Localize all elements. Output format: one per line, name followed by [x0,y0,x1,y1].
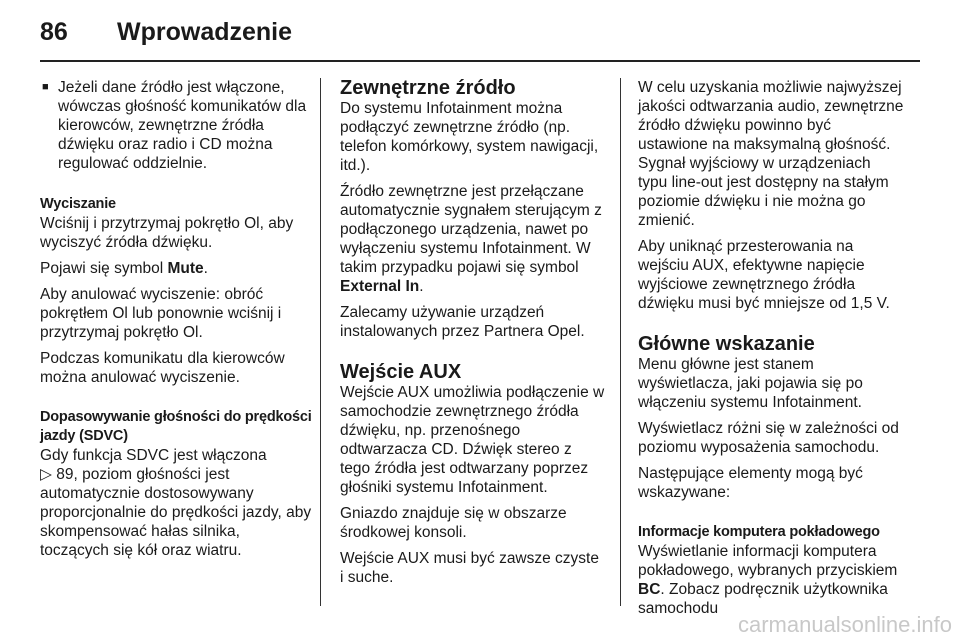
page-reference-link: ▷ 89, poziom głośności jest automatycznie dostosowywany proporcjonalnie do prędkości jazdy, aby skompensować hałas silnika, toczących się kół oraz wiatru. [40,466,312,559]
mute-symbol: Mute [167,260,204,277]
column-1 [40,78,312,567]
board-computer-paragraph: Wyświetlanie informacji komputera pokładowego, wybranych przyciskiem BC. Zobacz podręcznik użytkownika samochodu [638,543,898,617]
main-paragraph-1: Menu główne jest stanem wyświetlacza, jaki pojawia się po włączeniu systemu Infotainment. [638,356,863,411]
main-paragraph-3: Następujące elementy mogą być wskazywane: [638,465,863,501]
mute-paragraph-3: Aby anulować wyciszenie: obróć pokrętłem Ol lub ponownie wciśnij i przytrzymaj pokrętło Ol. [40,286,282,341]
main-paragraph-2: Wyświetlacz różni się w zależności od poziomu wyposażenia samochodu. [638,420,899,456]
column-divider-1 [320,78,321,606]
external-paragraph-1: Do systemu Infotainment można podłączyć zewnętrzne źródło (np. telefon komórkowy, system nawigacji, itd.). [340,100,599,174]
header-rule [40,60,920,62]
external-paragraph-2: Źródło zewnętrzne jest przełączane automatycznie sygnałem sterującym z podłączonego urządzenia, nawet po wyłączeniu systemu Infotainment. W takim przypadku pojawi się symbol External In. [340,183,602,295]
mute-paragraph-2: Pojawi się symbol Mute. [40,260,208,277]
mute-paragraph-4: Podczas komunikatu dla kierowców można anulować wyciszenie. [40,350,285,386]
main-display-heading: Główne wskazanie [638,333,815,355]
page-number: 86 [40,18,68,46]
watermark: carmanualsonline.info [737,612,952,637]
board-computer-heading: Informacje komputera pokładowego [638,524,880,540]
column-2 [340,78,606,594]
aux-paragraph-1: Wejście AUX umożliwia podłączenie w samochodzie zewnętrznego źródła dźwięku, np. przenośnego odtwarzacza CD. Dźwięk stereo z tego źródła jest odtwarzany poprzez głośniki systemu Infotainment. [340,384,605,496]
mute-heading: Wyciszanie [40,196,116,212]
column-divider-2 [620,78,621,606]
column-3 [638,78,904,625]
external-paragraph-3: Zalecamy używanie urządzeń instalowanych przez Partnera Opel. [340,304,585,340]
external-in-symbol: External In [340,278,420,295]
aux-paragraph-4: W celu uzyskania możliwie najwyższej jakości odtwarzania audio, zewnętrzne źródło dźwięku powinno być ustawione na maksymalną głośność. Sygnał wyjściowy w urządzeniach typu line-out jest dostępny na stałym poziomie dźwięku i nie można go zmienić. [638,79,904,229]
aux-paragraph-2: Gniazdo znajduje się w obszarze środkowej konsoli. [340,505,567,541]
bullet-paragraph [40,78,312,173]
aux-heading: Wejście AUX [340,361,462,383]
page-title: Wprowadzenie [117,18,293,46]
square-bullet-icon: ■ [42,81,49,93]
external-source-heading: Zewnętrzne źródło [340,77,516,99]
mute-paragraph-1: Wciśnij i przytrzymaj pokrętło Ol, aby wyciszyć źródła dźwięku. [40,215,294,251]
sdvc-paragraph: Gdy funkcja SDVC jest włączona ▷ 89, poziom głośności jest automatycznie dostosowywany proporcjonalnie do prędkości jazdy, aby skompensować hałas silnika, toczących się kół oraz wiatru. [40,447,312,559]
bullet-text: Jeżeli dane źródło jest włączone, wówczas głośność komunikatów dla kierowców, zewnętrzne źródła dźwięku oraz radio i CD można regulować oddzielnie. [58,79,307,172]
aux-paragraph-5: Aby uniknąć przesterowania na wejściu AUX, efektywne napięcie wyjściowe zewnętrznego źródła dźwięku musi być mniejsze od 1,5 V. [638,238,890,312]
sdvc-heading: Dopasowywanie głośności do prędkości jazdy (SDVC) [40,409,312,444]
aux-paragraph-3: Wejście AUX musi być zawsze czyste i suche. [340,550,599,586]
bc-button-label: BC [638,581,661,598]
